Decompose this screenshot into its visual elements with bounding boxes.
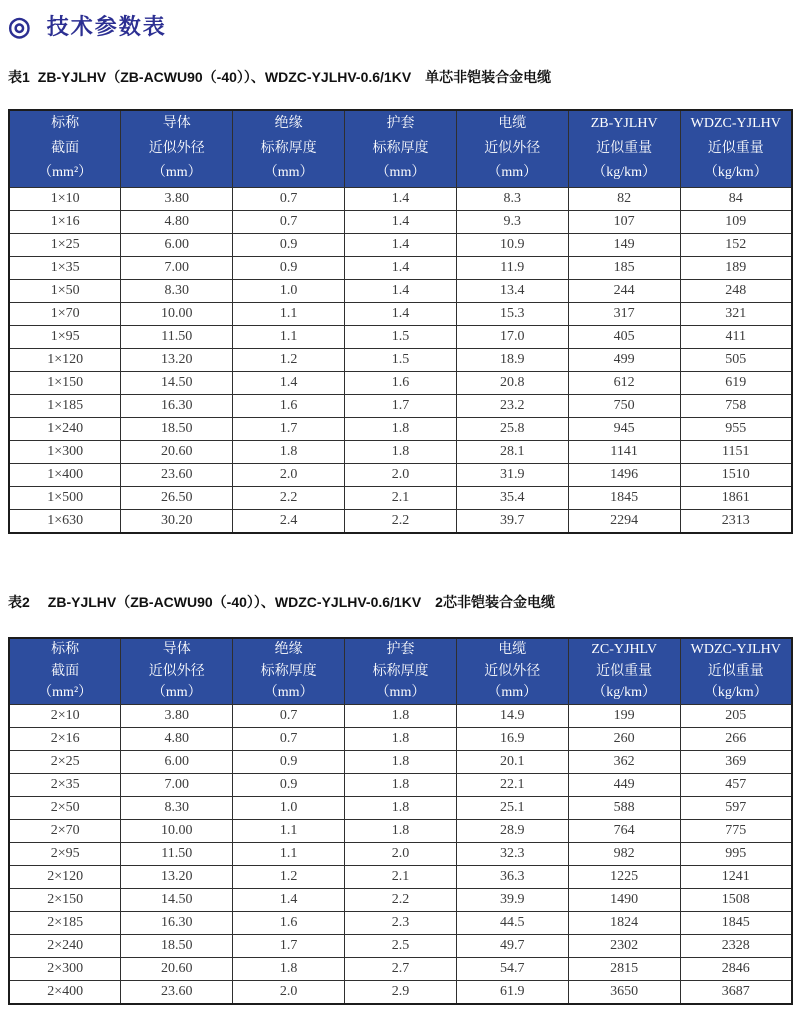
table-cell: 14.9: [456, 705, 568, 728]
table-cell: 107: [568, 211, 680, 234]
table-cell: 16.30: [121, 395, 233, 418]
table-cell: 1.2: [233, 349, 345, 372]
table-cell: 0.7: [233, 188, 345, 211]
table-cell: 0.9: [233, 234, 345, 257]
table-cell: 2846: [680, 958, 792, 981]
table-cell: 2×95: [9, 843, 121, 866]
table-cell: 248: [680, 280, 792, 303]
table-cell: 18.50: [121, 418, 233, 441]
table-cell: 23.60: [121, 981, 233, 1005]
table-cell: 18.50: [121, 935, 233, 958]
table1-body: [9, 188, 792, 534]
table-cell: 82: [568, 188, 680, 211]
table-cell: 10.9: [456, 234, 568, 257]
table2-header: [9, 638, 792, 705]
table-cell: 1.4: [345, 257, 457, 280]
column-header: 标称 截面 （mm²）: [9, 110, 121, 188]
table-cell: 3687: [680, 981, 792, 1005]
table-cell: 39.7: [456, 510, 568, 534]
table-cell: 1.7: [233, 418, 345, 441]
table-cell: 16.9: [456, 728, 568, 751]
table-cell: 2328: [680, 935, 792, 958]
table-cell: 7.00: [121, 257, 233, 280]
table-cell: 1×35: [9, 257, 121, 280]
table-cell: 1510: [680, 464, 792, 487]
table-cell: 18.9: [456, 349, 568, 372]
table-cell: 1496: [568, 464, 680, 487]
column-header: 护套 标称厚度 （mm）: [345, 638, 457, 705]
table-cell: 1508: [680, 889, 792, 912]
table-row: [9, 395, 792, 418]
table-cell: 405: [568, 326, 680, 349]
single-core-cable-table: [8, 109, 793, 534]
table-cell: 1.1: [233, 326, 345, 349]
table-cell: 1×300: [9, 441, 121, 464]
table-cell: 945: [568, 418, 680, 441]
table-cell: 3.80: [121, 188, 233, 211]
table-row: [9, 843, 792, 866]
table-cell: 11.50: [121, 843, 233, 866]
table-cell: 22.1: [456, 774, 568, 797]
table-cell: 1.8: [233, 441, 345, 464]
table-cell: 2.0: [233, 981, 345, 1005]
table2-body: [9, 705, 792, 1005]
table-cell: 0.9: [233, 751, 345, 774]
table-cell: 189: [680, 257, 792, 280]
table-cell: 1.4: [345, 188, 457, 211]
table-cell: 23.60: [121, 464, 233, 487]
table-cell: 1.0: [233, 797, 345, 820]
table-row: [9, 487, 792, 510]
table-row: [9, 418, 792, 441]
table-cell: 39.9: [456, 889, 568, 912]
table-row: [9, 866, 792, 889]
table-cell: 1845: [680, 912, 792, 935]
column-header: WDZC-YJLHV 近似重量 （kg/km）: [680, 110, 792, 188]
table-cell: 20.60: [121, 441, 233, 464]
table-cell: 2×240: [9, 935, 121, 958]
table-row: [9, 211, 792, 234]
table-row: [9, 935, 792, 958]
table-row: [9, 280, 792, 303]
table-cell: 1.8: [345, 441, 457, 464]
table-cell: 1.8: [345, 418, 457, 441]
table-cell: 17.0: [456, 326, 568, 349]
table-cell: 149: [568, 234, 680, 257]
table-cell: 619: [680, 372, 792, 395]
table-cell: 2.7: [345, 958, 457, 981]
table-cell: 1.4: [345, 234, 457, 257]
table-cell: 1151: [680, 441, 792, 464]
table-cell: 1.5: [345, 349, 457, 372]
table-cell: 20.1: [456, 751, 568, 774]
table-cell: 152: [680, 234, 792, 257]
column-header: 护套 标称厚度 （mm）: [345, 110, 457, 188]
column-header: 导体 近似外径 （mm）: [121, 110, 233, 188]
table-cell: 3650: [568, 981, 680, 1005]
table-cell: 84: [680, 188, 792, 211]
table-cell: 457: [680, 774, 792, 797]
table-row: [9, 326, 792, 349]
table-cell: 10.00: [121, 303, 233, 326]
table-cell: 2.9: [345, 981, 457, 1005]
table-cell: 4.80: [121, 211, 233, 234]
table-cell: 2×25: [9, 751, 121, 774]
table-cell: 6.00: [121, 234, 233, 257]
page-title-text: 技术参数表: [46, 14, 167, 39]
table-cell: 369: [680, 751, 792, 774]
table-cell: 25.8: [456, 418, 568, 441]
table-cell: 2×400: [9, 981, 121, 1005]
table-cell: 1225: [568, 866, 680, 889]
table-cell: 0.9: [233, 774, 345, 797]
table-cell: 1.8: [345, 820, 457, 843]
table-cell: 1×10: [9, 188, 121, 211]
table-row: [9, 372, 792, 395]
table-cell: 1141: [568, 441, 680, 464]
table-row: [9, 705, 792, 728]
table1-caption: [8, 67, 800, 87]
table-cell: 1×185: [9, 395, 121, 418]
table-cell: 955: [680, 418, 792, 441]
table-cell: 2.5: [345, 935, 457, 958]
table-row: [9, 510, 792, 534]
table-row: [9, 257, 792, 280]
table-row: [9, 441, 792, 464]
column-header: 电缆 近似外径 （mm）: [456, 638, 568, 705]
table-cell: 505: [680, 349, 792, 372]
table-cell: 1×240: [9, 418, 121, 441]
table-cell: 1.7: [233, 935, 345, 958]
table-cell: 1.8: [345, 751, 457, 774]
table-cell: 1.7: [345, 395, 457, 418]
table-cell: 499: [568, 349, 680, 372]
table-cell: 25.1: [456, 797, 568, 820]
table-cell: 1241: [680, 866, 792, 889]
table-cell: 35.4: [456, 487, 568, 510]
table-cell: 28.1: [456, 441, 568, 464]
table-row: [9, 889, 792, 912]
table-cell: 2×35: [9, 774, 121, 797]
table-row: [9, 774, 792, 797]
table-cell: 14.50: [121, 889, 233, 912]
column-header: 标称 截面 （mm²）: [9, 638, 121, 705]
table-cell: 4.80: [121, 728, 233, 751]
table-cell: 185: [568, 257, 680, 280]
table-cell: 9.3: [456, 211, 568, 234]
table-cell: 2×70: [9, 820, 121, 843]
table-cell: 0.7: [233, 728, 345, 751]
table-cell: 1.4: [345, 303, 457, 326]
table-cell: 1.8: [345, 797, 457, 820]
table-cell: 13.20: [121, 866, 233, 889]
table-cell: 1×400: [9, 464, 121, 487]
table-cell: 2×185: [9, 912, 121, 935]
page-title: [0, 0, 800, 41]
table-cell: 36.3: [456, 866, 568, 889]
table-cell: 13.4: [456, 280, 568, 303]
table-cell: 32.3: [456, 843, 568, 866]
table-cell: 588: [568, 797, 680, 820]
table-cell: 995: [680, 843, 792, 866]
table-cell: 317: [568, 303, 680, 326]
table-cell: 764: [568, 820, 680, 843]
table-cell: 2.2: [345, 889, 457, 912]
table-row: [9, 981, 792, 1005]
column-header: 绝缘 标称厚度 （mm）: [233, 110, 345, 188]
table-cell: 1.4: [345, 280, 457, 303]
table-cell: 8.30: [121, 797, 233, 820]
table-cell: 750: [568, 395, 680, 418]
column-header: 导体 近似外径 （mm）: [121, 638, 233, 705]
table-cell: 8.30: [121, 280, 233, 303]
table-cell: 61.9: [456, 981, 568, 1005]
table-cell: 1.6: [233, 912, 345, 935]
table-cell: 1×16: [9, 211, 121, 234]
table-cell: 8.3: [456, 188, 568, 211]
table-cell: 1861: [680, 487, 792, 510]
table-row: [9, 797, 792, 820]
table-cell: 13.20: [121, 349, 233, 372]
table-row: [9, 912, 792, 935]
table-cell: 3.80: [121, 705, 233, 728]
table-cell: 1.2: [233, 866, 345, 889]
table-cell: 1.8: [345, 705, 457, 728]
table-cell: 266: [680, 728, 792, 751]
table-cell: 2302: [568, 935, 680, 958]
table-cell: 1824: [568, 912, 680, 935]
table-cell: 14.50: [121, 372, 233, 395]
table-cell: 2×10: [9, 705, 121, 728]
table-cell: 2.0: [345, 464, 457, 487]
table-cell: 6.00: [121, 751, 233, 774]
table-cell: 260: [568, 728, 680, 751]
table-cell: 1×95: [9, 326, 121, 349]
table-row: [9, 188, 792, 211]
table-cell: 362: [568, 751, 680, 774]
table-cell: 758: [680, 395, 792, 418]
table-cell: 11.9: [456, 257, 568, 280]
table-cell: 30.20: [121, 510, 233, 534]
table-cell: 49.7: [456, 935, 568, 958]
table-cell: 20.60: [121, 958, 233, 981]
table-cell: 0.7: [233, 705, 345, 728]
table-row: [9, 728, 792, 751]
table-cell: 321: [680, 303, 792, 326]
table-cell: 1×150: [9, 372, 121, 395]
table-cell: 2×16: [9, 728, 121, 751]
table2-caption: [8, 592, 800, 612]
table-cell: 1×70: [9, 303, 121, 326]
table-cell: 2.0: [233, 464, 345, 487]
table-cell: 10.00: [121, 820, 233, 843]
table-cell: 597: [680, 797, 792, 820]
table-cell: 1.8: [345, 728, 457, 751]
column-header: 电缆 近似外径 （mm）: [456, 110, 568, 188]
table-cell: 1.8: [345, 774, 457, 797]
table-row: [9, 303, 792, 326]
table-cell: 2.4: [233, 510, 345, 534]
table-cell: 1×630: [9, 510, 121, 534]
table-cell: 16.30: [121, 912, 233, 935]
table-cell: 2×150: [9, 889, 121, 912]
double-circle-icon: ◎: [8, 10, 31, 41]
table-cell: 449: [568, 774, 680, 797]
table-cell: 775: [680, 820, 792, 843]
table-cell: 11.50: [121, 326, 233, 349]
table-cell: 1.6: [345, 372, 457, 395]
table-cell: 1.8: [233, 958, 345, 981]
table-cell: 982: [568, 843, 680, 866]
table-cell: 109: [680, 211, 792, 234]
table-cell: 1.0: [233, 280, 345, 303]
table-cell: 7.00: [121, 774, 233, 797]
table-cell: 1490: [568, 889, 680, 912]
table-cell: 411: [680, 326, 792, 349]
table-cell: 2×120: [9, 866, 121, 889]
table2-caption-label: 表2: [8, 594, 30, 610]
table-cell: 2.1: [345, 866, 457, 889]
table-cell: 1.6: [233, 395, 345, 418]
table-cell: 1×120: [9, 349, 121, 372]
table-row: [9, 234, 792, 257]
table-cell: 0.9: [233, 257, 345, 280]
table-cell: 1×500: [9, 487, 121, 510]
table-cell: 20.8: [456, 372, 568, 395]
table1-header: [9, 110, 792, 188]
table-cell: 2.0: [345, 843, 457, 866]
table-row: [9, 958, 792, 981]
table-cell: 28.9: [456, 820, 568, 843]
table2-caption-text: ZB-YJLHV（ZB-ACWU90（-40））、WDZC-YJLHV-0.6/1KV 2芯非铠装合金电缆: [47, 594, 555, 610]
table-cell: 1845: [568, 487, 680, 510]
table-cell: 1×25: [9, 234, 121, 257]
table-cell: 1.1: [233, 303, 345, 326]
table-cell: 2×50: [9, 797, 121, 820]
table-cell: 2.1: [345, 487, 457, 510]
table-row: [9, 464, 792, 487]
table-cell: 1.1: [233, 820, 345, 843]
table-cell: 23.2: [456, 395, 568, 418]
table-row: [9, 751, 792, 774]
table-cell: 2.2: [345, 510, 457, 534]
table1-caption-label: 表1: [8, 69, 30, 85]
table-cell: 26.50: [121, 487, 233, 510]
table-cell: 1.4: [233, 889, 345, 912]
table-cell: 244: [568, 280, 680, 303]
table-cell: 2815: [568, 958, 680, 981]
table-row: [9, 820, 792, 843]
table-cell: 54.7: [456, 958, 568, 981]
table-cell: 1.4: [345, 211, 457, 234]
table-cell: 44.5: [456, 912, 568, 935]
table-cell: 205: [680, 705, 792, 728]
table-cell: 1.1: [233, 843, 345, 866]
table-cell: 2.2: [233, 487, 345, 510]
table-cell: 2×300: [9, 958, 121, 981]
table-cell: 2.3: [345, 912, 457, 935]
table-row: [9, 349, 792, 372]
column-header: ZB-YJLHV 近似重量 （kg/km）: [568, 110, 680, 188]
table-cell: 199: [568, 705, 680, 728]
table-cell: 612: [568, 372, 680, 395]
table-cell: 1.5: [345, 326, 457, 349]
column-header: ZC-YJHLV 近似重量 （kg/km）: [568, 638, 680, 705]
table-cell: 1×50: [9, 280, 121, 303]
table-cell: 1.4: [233, 372, 345, 395]
column-header: WDZC-YJLHV 近似重量 （kg/km）: [680, 638, 792, 705]
table-cell: 2294: [568, 510, 680, 534]
table-cell: 2313: [680, 510, 792, 534]
table-cell: 15.3: [456, 303, 568, 326]
table1-caption-text: ZB-YJLHV（ZB-ACWU90（-40））、WDZC-YJLHV-0.6/1KV 单芯非铠装合金电缆: [37, 69, 552, 85]
two-core-cable-table: [8, 637, 793, 1005]
column-header: 绝缘 标称厚度 （mm）: [233, 638, 345, 705]
table-cell: 31.9: [456, 464, 568, 487]
table-cell: 0.7: [233, 211, 345, 234]
